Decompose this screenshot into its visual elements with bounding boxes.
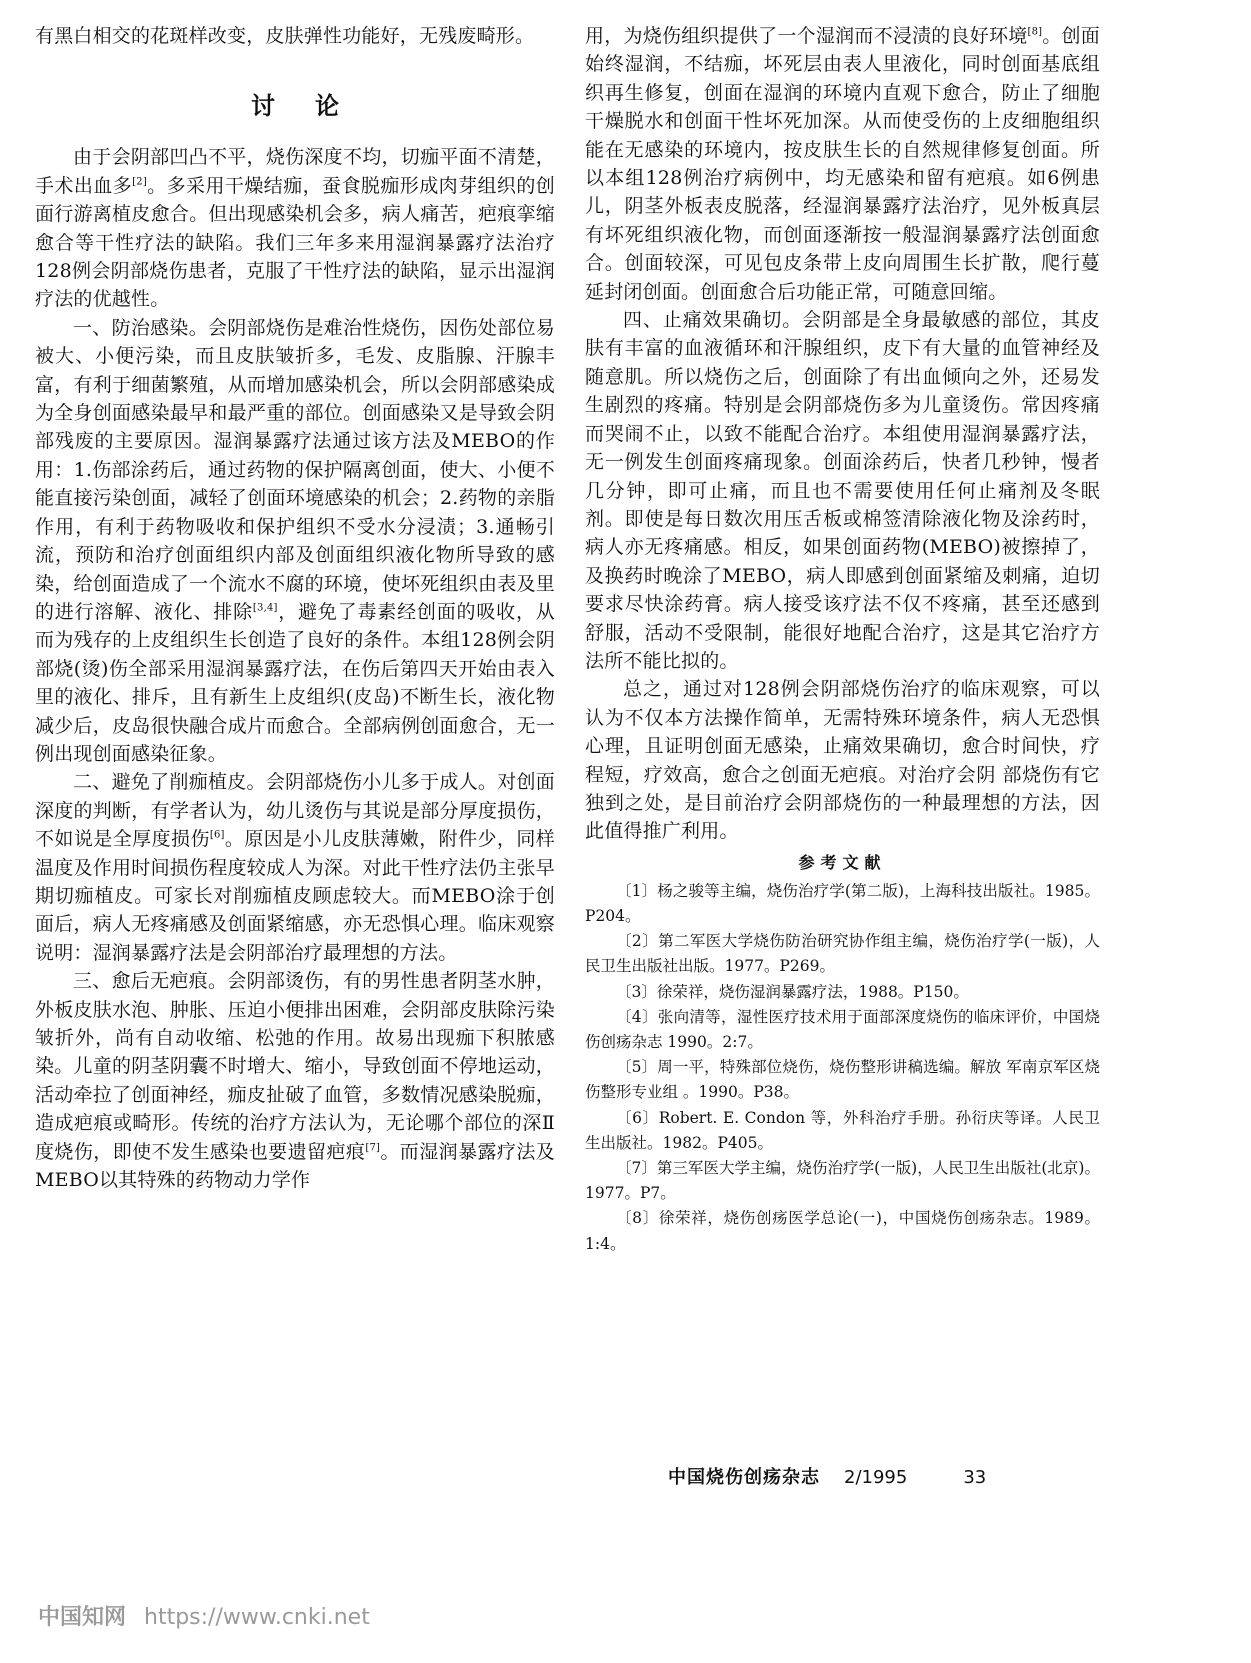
reference-item: 〔4〕张向清等，湿性医疗技术用于面部深度烧伤的临床评价，中国烧伤创疡杂志 1990。2:7。: [585, 1007, 1100, 1051]
issue-number: 2/1995: [844, 1467, 908, 1488]
text: 三、愈后无疤痕。会阴部烫伤，有的男性患者阴茎水肿，外板皮肤水泡、肿胀、压迫小便排出困难，会阴部皮肤除污染皱折外，尚有自动收缩、松弛的作用。故易出现痂下积脓感染。儿童的阴茎阴囊不时增大、缩小，导致创面不停地运动，活动牵拉了创面神经，痂皮扯破了血管，多数情况感染脱痂，造成疤痕或畸形。传统的治疗方法认为，无论哪个部位的深Ⅱ度烧伤，即使不发生感染也要遗留疤痕: [35, 970, 555, 1163]
text: 。原因是小儿皮肤薄嫩，附件少，同样温度及作用时间损伤程度较成人为深。对此干性疗法仍主张早期切痂植皮。可家长对削痂植皮顾虑较大。而MEBO涂于创面后，病人无疼痛感及创面紧缩感，亦无恐惧心理。临床观察说明：湿润暴露疗法是会阴部治疗最理想的方法。: [35, 828, 555, 964]
paragraph-pain-relief: 四、止痛效果确切。会阴部是全身最敏感的部位，其皮肤有丰富的血液循环和汗腺组织，皮下有大量的血管神经及随意肌。所以烧伤之后，创面除了有出血倾向之外，还易发生剧烈的疼痛。特别是会阴部烧伤多为儿童烫伤。常因疼痛而哭闹不止，以致不能配合治疗。本组使用湿润暴露疗法，无一例发生创面疼痛现象。创面涂药后，快者几秒钟，慢者几分钟，即可止痛，而且也不需要使用任何止痛剂及冬眠剂。即使是每日数次用压舌板或棉签清除液化物及涂药时，病人亦无疼痛感。相反，如果创面药物(MEBO)被擦掉了，及换药时晚涂了MEBO，病人即感到创面紧缩及刺痛，迫切要求尽快涂药膏。病人接受该疗法不仅不疼痛，甚至还感到舒服，活动不受限制，能很好地配合治疗，这是其它治疗方法所不能比拟的。: [585, 309, 1100, 672]
reference-item: 〔1〕杨之骏等主编，烧伤治疗学(第二版)，上海科技出版社。1985。P204。: [585, 881, 1100, 925]
section-title: 讨论: [251, 92, 379, 121]
paragraph-continuation: 有黑白相交的花斑样改变，皮肤弹性功能好，无残废畸形。: [35, 25, 535, 47]
text: 用，为烧伤组织提供了一个湿润而不浸渍的良好环境: [585, 25, 1028, 47]
page-number: 33: [963, 1467, 987, 1488]
journal-name: 中国烧伤创疡杂志: [668, 1467, 820, 1488]
reference-item: 〔3〕徐荣祥，烧伤湿润暴露疗法，1988。P150。: [616, 982, 969, 1001]
paragraph-summary: 总之，通过对128例会阴部烧伤治疗的临床观察，可以认为不仅本方法操作简单，无需特殊环境条件，病人无恐惧心理，且证明创面无感染，止痛效果确切，愈合时间快，疗程短，疗效高，愈合之创面无疤痕。对治疗会阴 部烧伤有它独到之处，是目前治疗会阴部烧伤的一种最理想的方法，因此值得推广利用。: [585, 678, 1100, 843]
references-heading: 参考文献: [798, 852, 887, 872]
text: 由于会阴部凹凸不平，烧伤深度不均，切痂平面不清楚，手术出血多: [35, 146, 555, 197]
citation: [8]: [1027, 26, 1043, 38]
left-column: [35, 22, 555, 1194]
text: 。而湿润暴露疗法及MEBO以其特殊的药物动力学作: [35, 1140, 555, 1192]
reference-item: 〔5〕周一平，特殊部位烧伤，烧伤整形讲稿选编。解放 军南京军区烧伤整形专业组 。1990。P38。: [585, 1058, 1100, 1102]
citation: [7]: [365, 1142, 381, 1154]
text: 。创面始终湿润，不结痂，坏死层由表人里液化，同时创面基底组织再生修复，创面在湿润的环境内直观下愈合，防止了细胞干燥脱水和创面干性坏死加深。从而使受伤的上皮细胞组织能在无感染的环境内，按皮肤生长的自然规律修复创面。所以本组128例治疗病例中，均无感染和留有疤痕。如6例患儿，阴茎外板表皮脱落，经湿润暴露疗法治疗，见外板真层有坏死组织液化物，而创面逐渐按一般湿润暴露疗法创面愈合。创面较深，可见包皮条带上皮向周围生长扩散，爬行蔓延封闭创面。创面愈合后功能正常，可随意回缩。: [585, 25, 1100, 303]
paragraph-avoid-grafting: [35, 768, 555, 967]
text: 一、防治感染。会阴部烧伤是难治性烧伤，因伤处部位易被大、小便污染，而且皮肤皱折多，毛发、皮脂腺、汗腺丰富，有利于细菌繁殖，从而增加感染机会，所以会阴部感染成为全身创面感染最早和最严重的部位。创面感染又是导致会阴部残废的主要原因。湿润暴露疗法通过该方法及MEBO的作用：1.伤部涂药后，通过药物的保护隔离创面，使大、小便不能直接污染创面，减轻了创面环境感染的机会；2.药物的亲脂作用，有利于药物吸收和保护组织不受水分浸渍；3.通畅引流，预防和治疗创面组织内部及创面组织液化物所导致的感染，给创面造成了一个流水不腐的环境，使坏死组织由表及里的进行溶解、液化、排除: [35, 316, 555, 623]
right-column: [585, 22, 1100, 1257]
paragraph-no-scar: [35, 967, 555, 1194]
reference-item: 〔6〕Robert. E. Condon 等，外科治疗手册。孙衍庆等译。人民卫生出版社。1982。P405。: [585, 1108, 1100, 1152]
cnki-url: https://www.cnki.net: [144, 1605, 370, 1630]
reference-item: 〔8〕徐荣祥，烧伤创疡医学总论(一)，中国烧伤创疡杂志。1989。1:4。: [585, 1209, 1100, 1253]
text: 。多采用干燥结痂，蚕食脱痂形成肉芽组织的创面行游离植皮愈合。但出现感染机会多，病人痛苦，疤痕挛缩愈合等干性疗法的缺陷。我们三年多来用湿润暴露疗法治疗128例会阴部烧伤患者，克服了干性疗法的缺陷，显示出湿润疗法的优越性。: [35, 174, 555, 311]
reference-list: [585, 879, 1100, 1257]
citation: [6]: [209, 829, 225, 841]
text: ，避免了毒素经创面的吸收，从而为残存的上皮组织生长创造了良好的条件。本组128例会阴部烧(烫)伤全部采用湿润暴露疗法，在伤后第四天开始由表入里的液化、排斥，且有新生上皮组织(皮岛)不断生长，液化物减少后，皮岛很快融合成片而愈合。全部病例创面愈合，无一例出现创面感染征象。: [35, 600, 555, 765]
text: 二、避免了削痂植皮。会阴部烧伤小儿多于成人。对创面深度的判断，有学者认为，幼儿烫伤与其说是部分厚度损伤，不如说是全厚度损伤: [35, 771, 555, 851]
cnki-watermark: [38, 1600, 370, 1631]
paragraph-intro: [35, 143, 555, 313]
paragraph-continuation-right: [585, 22, 1100, 306]
citation: [3,4]: [252, 602, 278, 614]
citation: [2]: [132, 176, 147, 188]
paragraph-infection-control: [35, 314, 555, 769]
page-footer: [668, 1463, 986, 1489]
reference-item: 〔7〕第三军医大学主编，烧伤治疗学(一版)，人民卫生出版社(北京)。1977。P7。: [585, 1159, 1100, 1203]
cnki-logo: 中国知网: [38, 1605, 127, 1630]
reference-item: 〔2〕第二军医大学烧伤防治研究协作组主编，烧伤治疗学(一版)，人民卫生出版社出版。1977。P269。: [585, 932, 1100, 976]
